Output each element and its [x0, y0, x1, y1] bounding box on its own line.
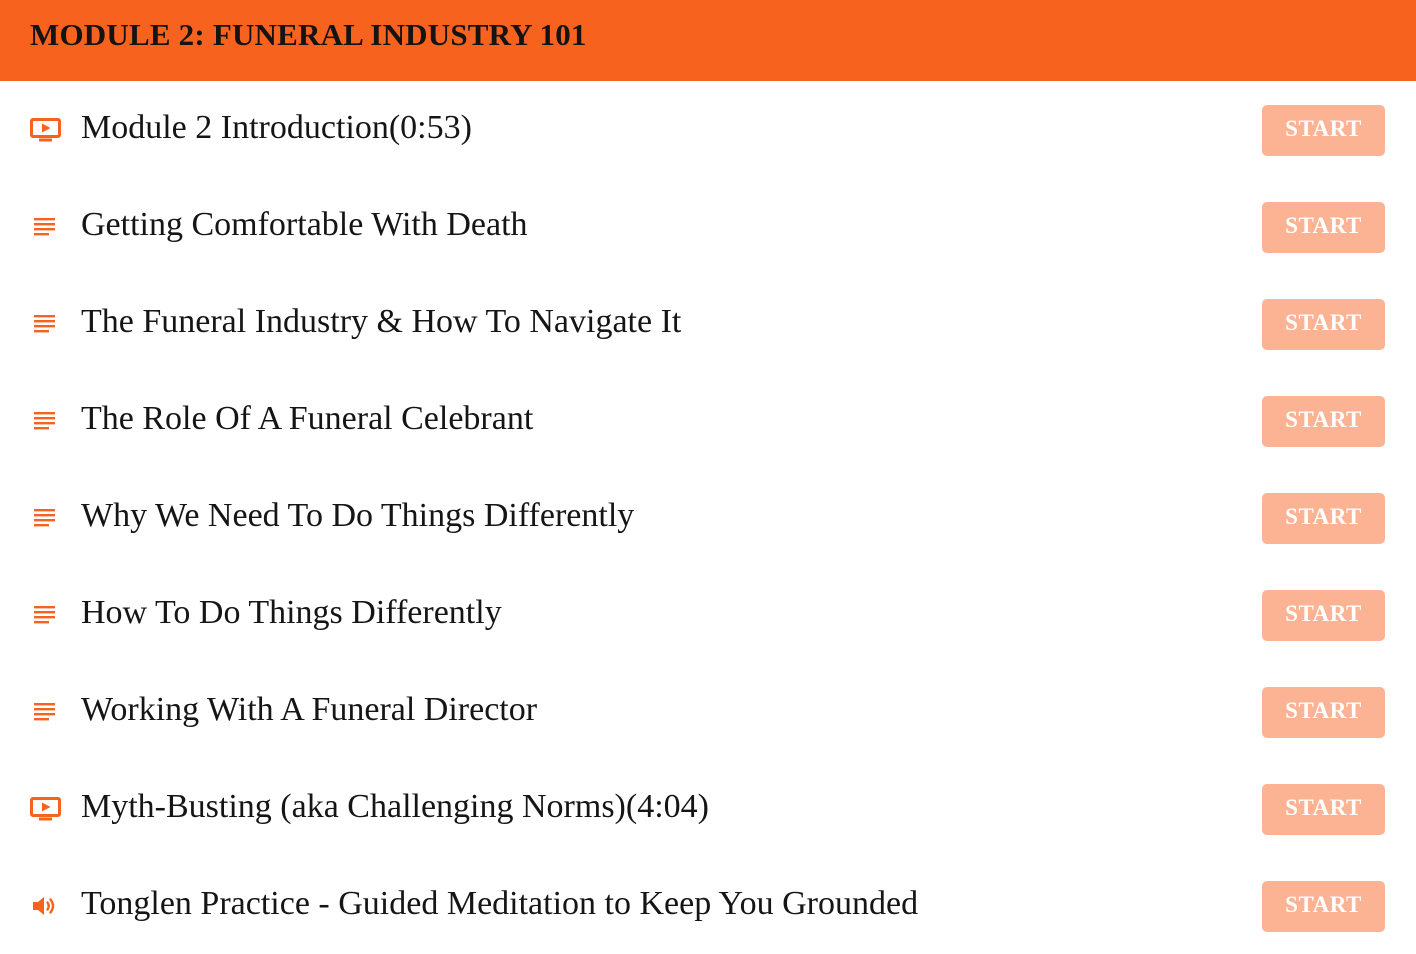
video-icon — [30, 117, 62, 143]
start-button[interactable]: START — [1262, 493, 1385, 544]
text-lines-icon — [30, 408, 62, 434]
lesson-title[interactable]: Why We Need To Do Things Differently — [81, 497, 635, 534]
lesson-title[interactable]: Tonglen Practice - Guided Meditation to Keep You Grounded — [81, 885, 919, 922]
video-icon — [30, 796, 62, 822]
lesson-row[interactable] — [0, 663, 1416, 760]
start-button[interactable]: START — [1262, 687, 1385, 738]
lesson-row[interactable] — [0, 857, 1416, 954]
lesson-row[interactable] — [0, 372, 1416, 469]
lesson-row[interactable] — [0, 760, 1416, 857]
lesson-title[interactable]: The Role Of A Funeral Celebrant — [81, 400, 534, 437]
start-button[interactable]: START — [1262, 202, 1385, 253]
lesson-title[interactable]: Working With A Funeral Director — [81, 691, 538, 728]
lesson-row[interactable] — [0, 469, 1416, 566]
module-title: MODULE 2: FUNERAL INDUSTRY 101 — [30, 17, 587, 52]
lesson-title[interactable]: Myth-Busting (aka Challenging Norms)(4:04) — [81, 788, 709, 825]
lesson-title[interactable]: How To Do Things Differently — [81, 594, 502, 631]
lesson-title[interactable]: The Funeral Industry & How To Navigate It — [81, 303, 682, 340]
lesson-row[interactable] — [0, 275, 1416, 372]
lesson-row[interactable] — [0, 178, 1416, 275]
start-button[interactable]: START — [1262, 590, 1385, 641]
start-button[interactable]: START — [1262, 299, 1385, 350]
module-header — [0, 0, 1416, 81]
text-lines-icon — [30, 602, 62, 628]
lesson-list — [0, 81, 1416, 954]
start-button[interactable]: START — [1262, 396, 1385, 447]
text-lines-icon — [30, 505, 62, 531]
start-button[interactable]: START — [1262, 881, 1385, 932]
start-button[interactable]: START — [1262, 105, 1385, 156]
lesson-title[interactable]: Module 2 Introduction(0:53) — [81, 109, 472, 146]
text-lines-icon — [30, 699, 62, 725]
text-lines-icon — [30, 311, 62, 337]
audio-icon — [30, 893, 62, 919]
lesson-row[interactable] — [0, 566, 1416, 663]
lesson-title[interactable]: Getting Comfortable With Death — [81, 206, 528, 243]
start-button[interactable]: START — [1262, 784, 1385, 835]
text-lines-icon — [30, 214, 62, 240]
lesson-row[interactable] — [0, 81, 1416, 178]
